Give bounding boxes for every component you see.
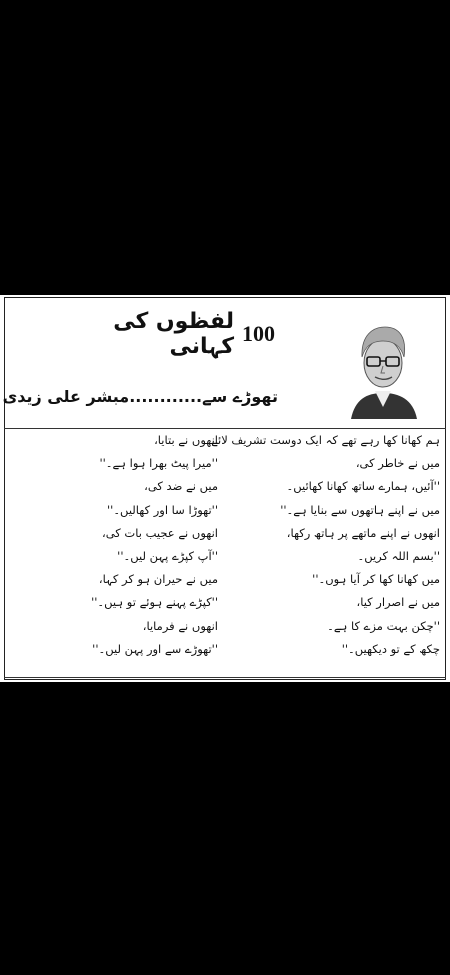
story-line: ''کپڑے پہنے ہوئے تو ہیں۔'' [91, 595, 218, 610]
story-line: میں نے حیران ہو کر کہا، [98, 572, 218, 587]
story-line: میں نے اصرار کیا، [356, 595, 440, 610]
story-line: میں نے خاطر کی، [355, 456, 440, 471]
story-line: میں نے اپنے ہاتھوں سے بنایا ہے۔'' [280, 502, 440, 517]
story-line: انھوں نے عجیب بات کی، [102, 525, 218, 540]
title-text: لفظوں کی کہانی [113, 309, 234, 359]
story-line: ''تھوڑے سے اور پہن لیں۔'' [92, 641, 218, 656]
story-line: میں کھانا کھا کر آیا ہوں۔'' [312, 572, 440, 587]
byline [2, 387, 278, 406]
story-line: ''چکن بہت مزے کا ہے۔ [327, 618, 440, 633]
story-line: ''میرا پیٹ بھرا ہوا ہے۔'' [99, 456, 218, 471]
divider-bottom [4, 677, 446, 678]
title-number: 100 [242, 321, 275, 346]
story-line: ہم کھانا کھا رہے تھے کہ ایک دوست تشریف لائے۔ [204, 433, 440, 447]
column-title [55, 309, 275, 359]
story-line: ''بسم اللہ کریں۔ [357, 548, 440, 563]
story-line: انھوں نے بتایا، [154, 433, 218, 447]
story-line: انھوں نے اپنے ماتھے پر ہاتھ رکھا، [286, 525, 440, 540]
story-column-left [8, 429, 218, 661]
story-line: ''تھوڑا سا اور کھالیں۔'' [107, 502, 218, 517]
story-line: ''آپ کپڑے پہن لیں۔'' [117, 548, 218, 563]
story-title: تھوڑے سے [202, 387, 278, 406]
story-line: انھوں نے فرمایا، [142, 618, 218, 633]
author-name: مبشر علی زیدی [2, 387, 130, 406]
author-portrait [345, 315, 421, 419]
byline-dots: ............ [129, 387, 203, 406]
story-column-right [204, 429, 440, 661]
story-line: ''آئیں، ہمارے ساتھ کھانا کھائیں۔ [286, 479, 440, 494]
story-line: میں نے ضد کی، [144, 479, 218, 494]
story-line: چکھ کے تو دیکھیں۔'' [341, 641, 440, 656]
story-card [0, 295, 450, 682]
